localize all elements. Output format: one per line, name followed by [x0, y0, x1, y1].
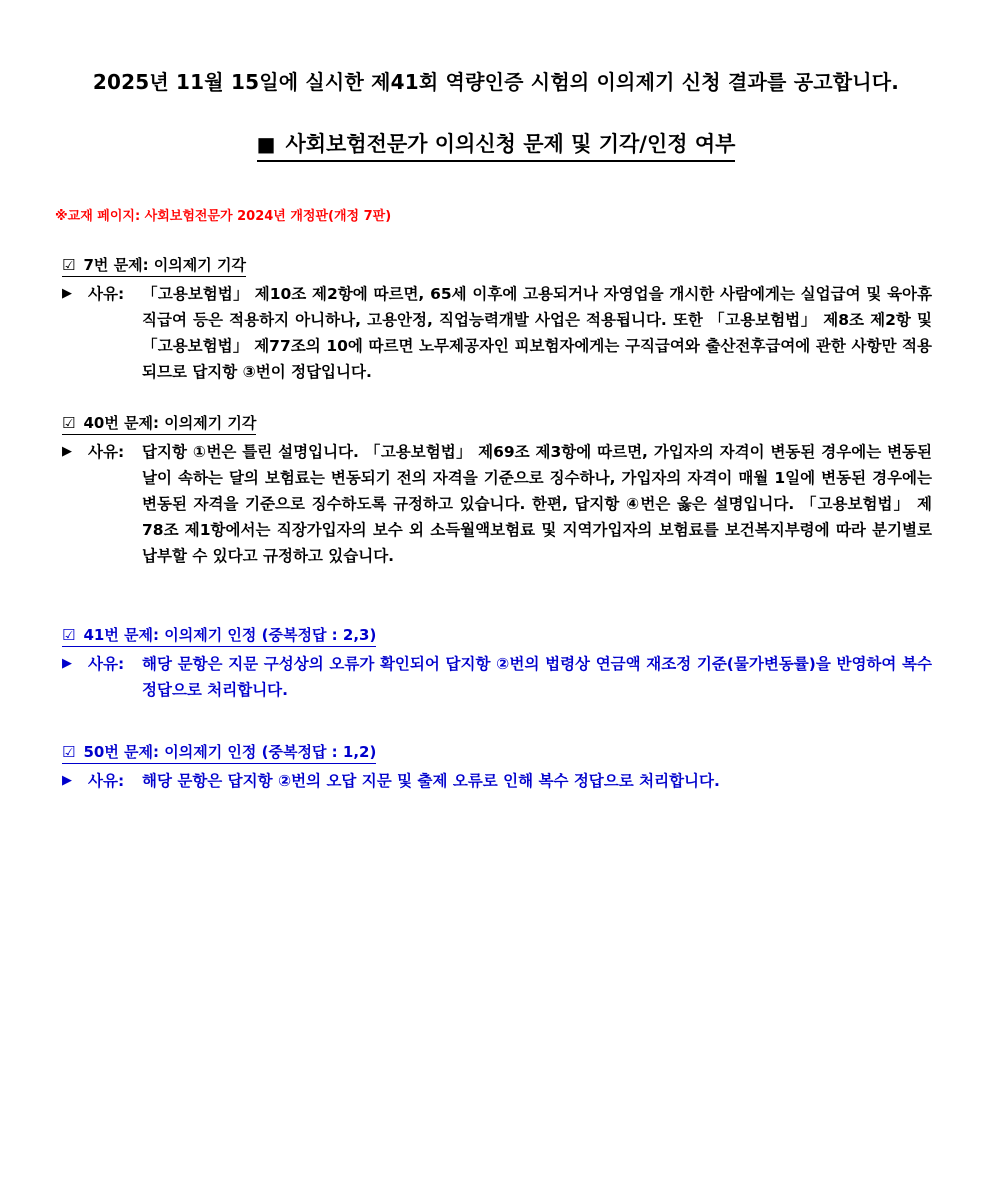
reason-text: 해당 문항은 답지항 ②번의 오답 지문 및 출제 오류로 인해 복수 정답으로 처리합니다.	[142, 772, 720, 790]
subtitle-text: 사회보험전문가 이의신청 문제 및 기각/인정 여부	[285, 132, 736, 156]
reason-block	[62, 651, 932, 703]
checkbox-icon: ☑	[62, 743, 76, 761]
page-title: 2025년 11월 15일에 실시한 제41회 역량인증 시험의 이의제기 신청 결과를 공고합니다.	[92, 70, 900, 94]
subtitle	[257, 128, 736, 162]
reason-block	[62, 768, 932, 794]
section-heading	[62, 254, 246, 277]
section-heading	[62, 412, 256, 435]
reason-block	[62, 439, 932, 569]
arrow-right-icon: ▶	[62, 773, 72, 788]
reason-block	[62, 281, 932, 385]
subtitle-wrap	[0, 128, 992, 162]
reason-label: 사유:	[88, 443, 125, 461]
arrow-right-icon: ▶	[62, 444, 72, 459]
textbook-note: ※교재 페이지: 사회보험전문가 2024년 개정판(개정 7판)	[55, 209, 392, 224]
reason-label: 사유:	[88, 772, 125, 790]
section-q40	[62, 412, 932, 569]
section-q41	[62, 624, 932, 703]
checkbox-icon: ☑	[62, 256, 76, 274]
section-heading-text: 40번 문제: 이의제기 기각	[83, 414, 257, 432]
section-heading	[62, 741, 376, 764]
arrow-right-icon: ▶	[62, 286, 72, 301]
reason-text: 「고용보험법」 제10조 제2항에 따르면, 65세 이후에 고용되거나 자영업을 개시한 사람에게는 실업급여 및 육아휴직급여 등은 적용하지 아니하나, 고용안정, 직업능력개발 사업은 적용됩니다. 또한 「고용보험법」 제8조 제2항 및 「고용보험법」 제77조의 10에 따르면 노무제공자인 피보험자에게는 구직급여와 출산전후급여에 관한 사항만 적용되므로 답지항 ③번이 정답입니다.	[142, 285, 932, 381]
reason-text: 답지항 ①번은 틀린 설명입니다. 「고용보험법」 제69조 제3항에 따르면, 가입자의 자격이 변동된 경우에는 변동된 날이 속하는 달의 보험료는 변동되기 전의 자격을 기준으로 징수하나, 가입자의 자격이 매월 1일에 변동된 경우에는 변동된 자격을 기준으로 징수하도록 규정하고 있습니다. 한편, 답지항 ④번은 옳은 설명입니다. 「고용보험법」 제78조 제1항에서는 직장가입자의 보수 외 소득월액보험료 및 지역가입자의 보험료를 보건복지부령에 따라 분기별로 납부할 수 있다고 규정하고 있습니다.	[142, 443, 932, 565]
section-heading-text: 50번 문제: 이의제기 인정 (중복정답 : 1,2)	[83, 743, 377, 761]
checkbox-icon: ☑	[62, 414, 76, 432]
reason-label: 사유:	[88, 655, 125, 673]
reason-text: 해당 문항은 지문 구성상의 오류가 확인되어 답지항 ②번의 법령상 연금액 재조정 기준(물가변동률)을 반영하여 복수정답으로 처리합니다.	[142, 655, 932, 699]
section-heading-text: 41번 문제: 이의제기 인정 (중복정답 : 2,3)	[83, 626, 377, 644]
section-q7	[62, 254, 932, 385]
section-q50	[62, 741, 932, 794]
square-bullet-icon: ■	[256, 132, 276, 156]
checkbox-icon: ☑	[62, 626, 76, 644]
section-heading	[62, 624, 376, 647]
reason-label: 사유:	[88, 285, 125, 303]
arrow-right-icon: ▶	[62, 656, 72, 671]
section-heading-text: 7번 문제: 이의제기 기각	[83, 256, 246, 274]
